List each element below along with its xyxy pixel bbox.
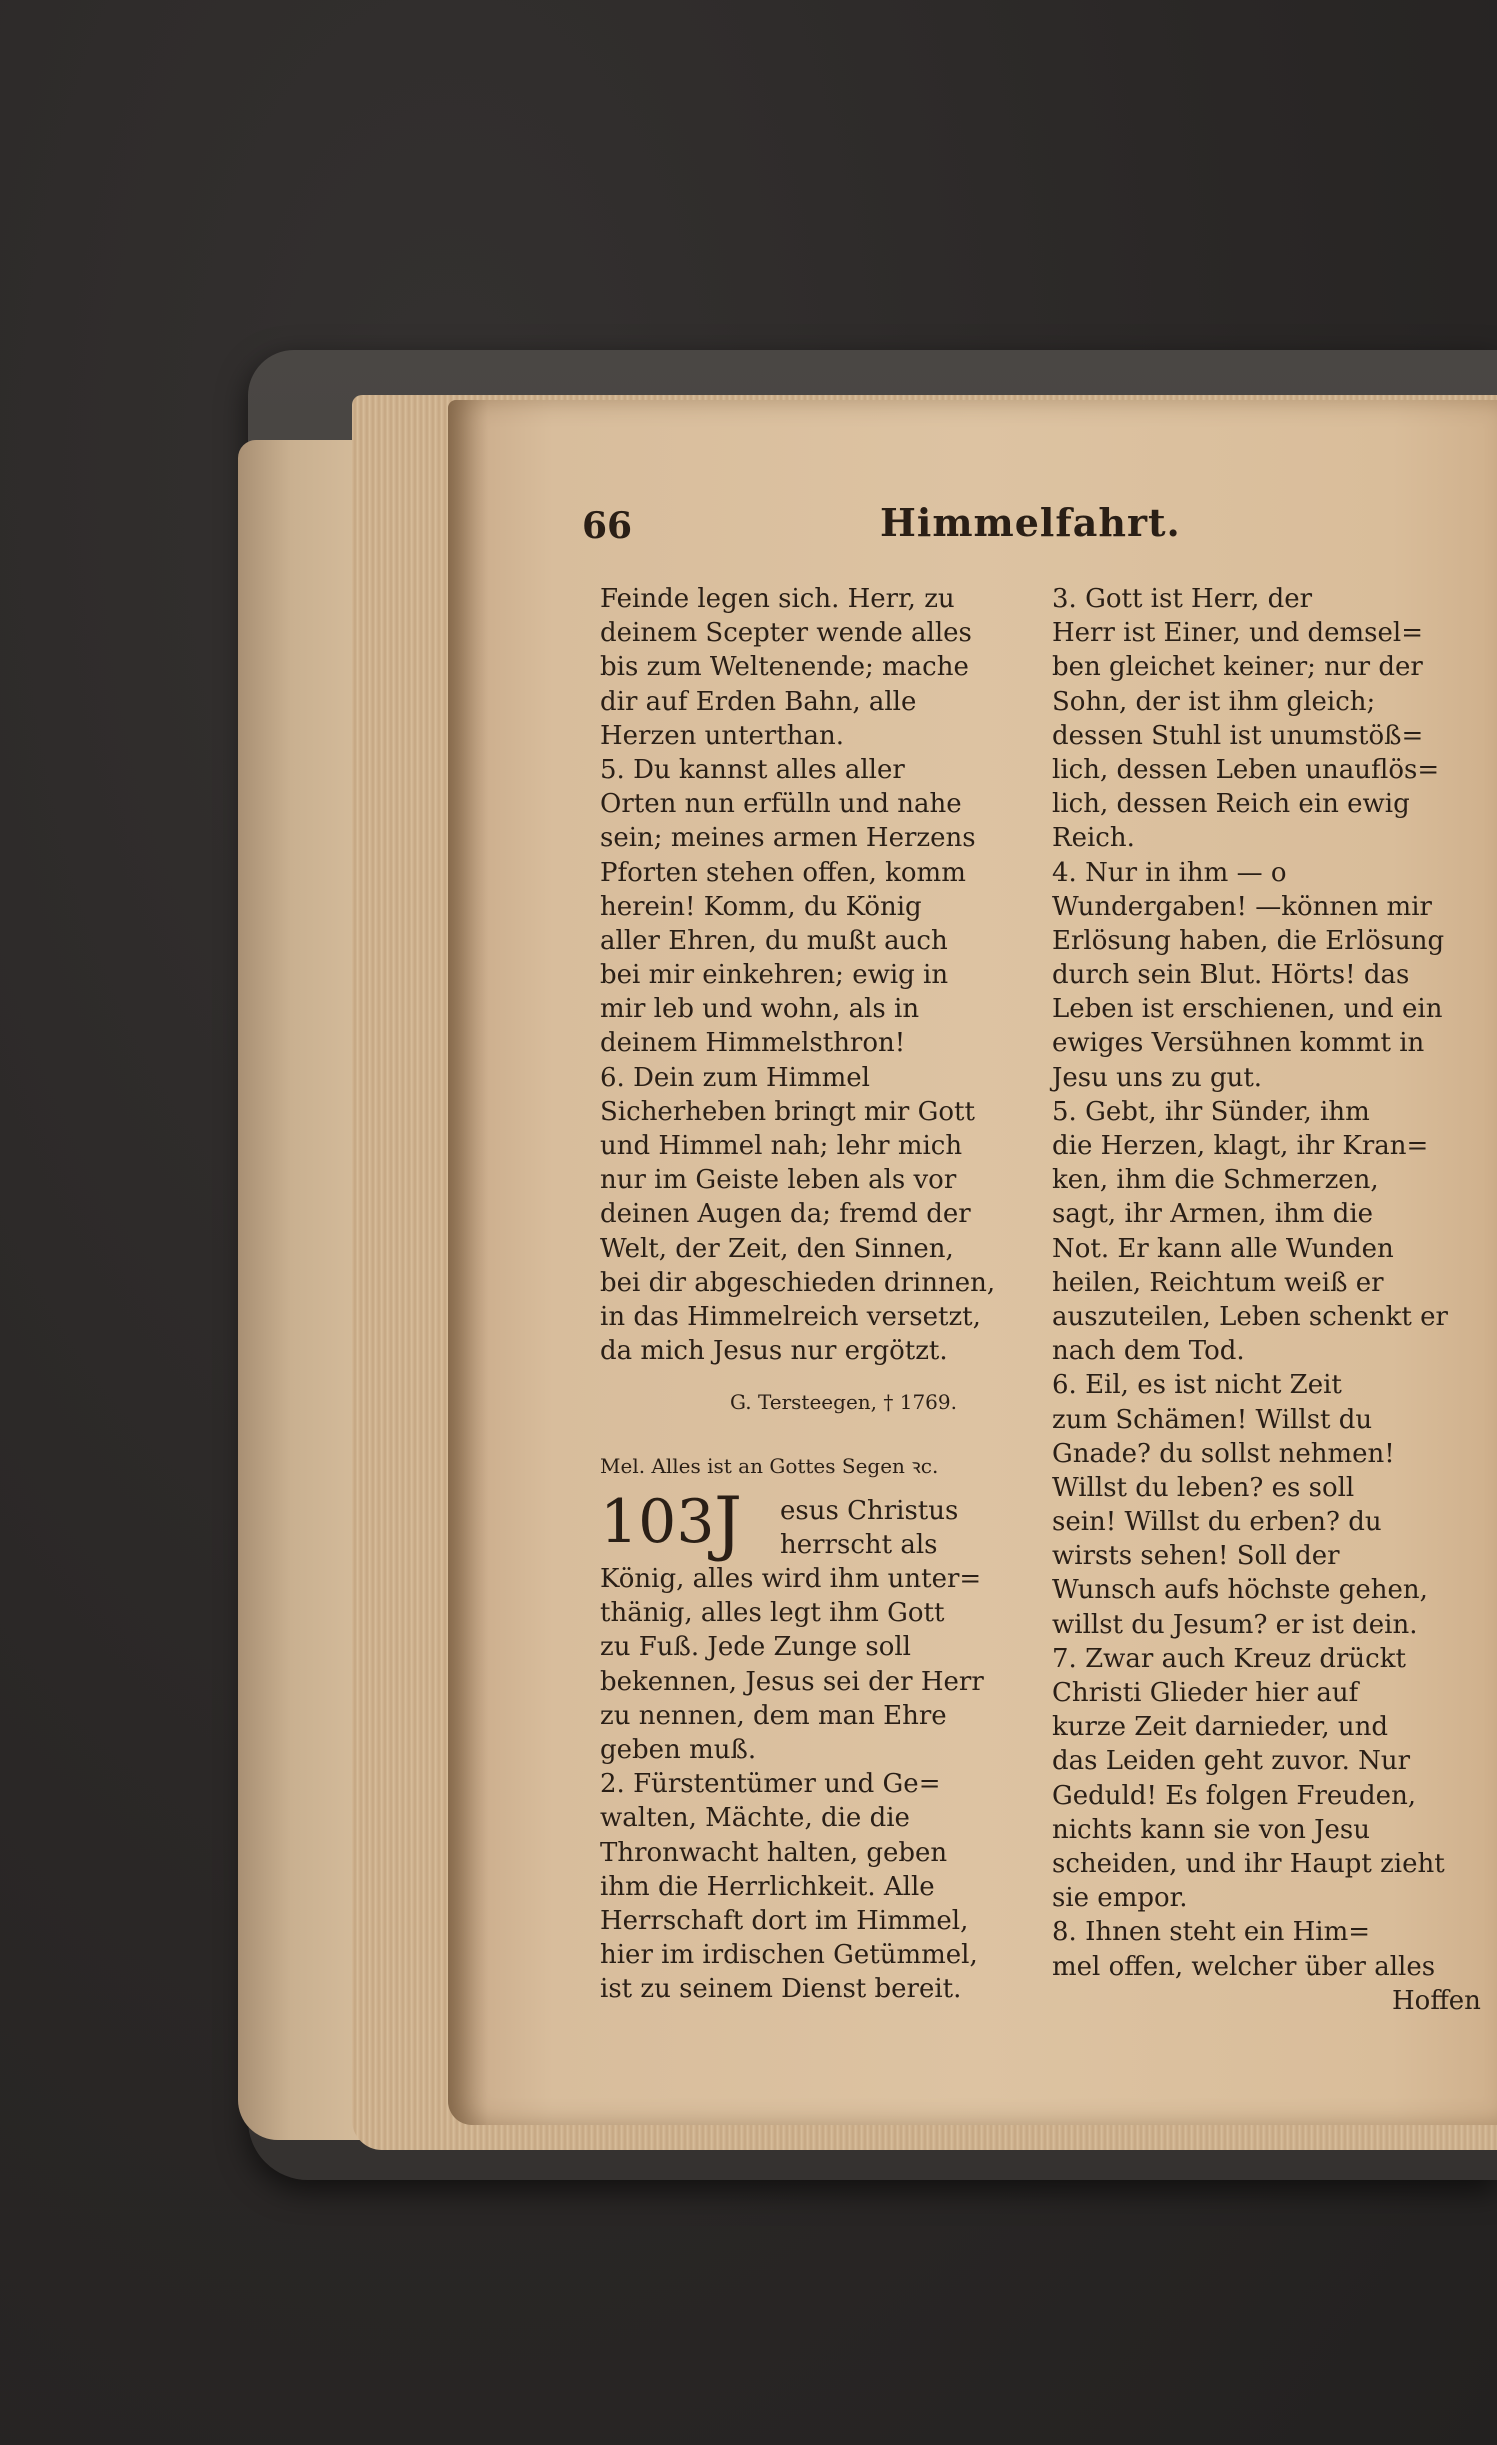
text-line: aller Ehren, du mußt auch (600, 925, 948, 956)
text-line: Wundergaben! —können mir (1052, 891, 1432, 922)
gutter-shadow (448, 400, 488, 2125)
text-line: mel offen, welcher über alles (1052, 1951, 1436, 1982)
running-title: Himmelfahrt. (880, 500, 1181, 545)
text-line: bei mir einkehren; ewig in (600, 960, 949, 991)
text-line: hier im irdischen Getümmel, (600, 1940, 978, 1971)
text-line: 5. Gebt, ihr Sünder, ihm (1052, 1096, 1370, 1127)
drop-cap: J (714, 1482, 743, 1564)
text-line: deinem Himmelsthron! (600, 1028, 906, 1059)
text-line: 8. Ihnen steht ein Him= (1052, 1917, 1371, 1948)
text-line: auszuteilen, Leben schenkt er (1052, 1301, 1448, 1332)
text-line: ist zu seinem Dienst bereit. (600, 1974, 962, 2005)
text-line: Pforten stehen offen, komm (600, 857, 966, 888)
text-line: 4. Nur in ihm — o (1052, 857, 1287, 888)
text-line: Erlösung haben, die Erlösung (1052, 925, 1445, 956)
text-line: lich, dessen Reich ein ewig (1052, 789, 1410, 820)
text-line: Gnade? du sollst nehmen! (1052, 1438, 1395, 1469)
text-line: Herrschaft dort im Himmel, (600, 1905, 969, 1936)
text-line: herein! Komm, du König (600, 891, 922, 922)
text-line: Hoffen (1392, 1985, 1481, 2016)
text-line: nichts kann sie von Jesu (1052, 1814, 1370, 1845)
text-line: deinem Scepter wende alles (600, 618, 972, 649)
text-line: Sicherheben bringt mir Gott (600, 1096, 975, 1127)
text-line: kurze Zeit darnieder, und (1052, 1712, 1389, 1743)
text-line: 7. Zwar auch Kreuz drückt (1052, 1643, 1406, 1674)
text-line: wirsts sehen! Soll der (1052, 1541, 1340, 1572)
text-line: Welt, der Zeit, den Sinnen, (600, 1233, 954, 1264)
text-line: 6. Dein zum Himmel (600, 1062, 870, 1093)
melody-note: Mel. Alles ist an Gottes Segen ꝛc. (600, 1454, 939, 1478)
text-line: und Himmel nah; lehr mich (600, 1131, 963, 1161)
text-line: zum Schämen! Willst du (1052, 1404, 1373, 1435)
text-line: das Leiden geht zuvor. Nur (1052, 1746, 1411, 1777)
text-line: in das Himmelreich versetzt, (600, 1301, 981, 1332)
text-line: willst du Jesum? er ist dein. (1052, 1609, 1418, 1640)
right-column (1052, 582, 1481, 2018)
text-line: geben muß. (600, 1734, 757, 1765)
text-line: durch sein Blut. Hörts! das (1052, 960, 1410, 991)
text-line: Feinde legen sich. Herr, zu (600, 584, 955, 614)
hymn-opening-lines (780, 1494, 958, 1562)
text-line: zu Fuß. Jede Zunge soll (600, 1632, 911, 1663)
text-line: zu nennen, dem man Ehre (600, 1700, 947, 1731)
text-line: sagt, ihr Armen, ihm die (1052, 1199, 1374, 1230)
text-line: ken, ihm die Schmerzen, (1052, 1165, 1379, 1196)
page-number: 66 (582, 505, 633, 547)
text-line: lich, dessen Leben unauflös= (1052, 754, 1440, 785)
text-line: walten, Mächte, die die (600, 1803, 910, 1834)
text-line: da mich Jesus nur ergötzt. (600, 1336, 948, 1367)
text-line: Wunsch aufs höchste gehen, (1052, 1575, 1428, 1606)
text-line: sein; meines armen Herzens (600, 823, 976, 854)
text-line: die Herzen, klagt, ihr Kran= (1052, 1131, 1429, 1161)
hymn-author: G. Tersteegen, † 1769. (730, 1390, 957, 1414)
text-line: deinen Augen da; fremd der (600, 1199, 971, 1230)
text-line: Not. Er kann alle Wunden (1052, 1233, 1394, 1264)
text-line: sie empor. (1052, 1883, 1188, 1914)
text-line: ihm die Herrlichkeit. Alle (600, 1871, 935, 1902)
text-line: bis zum Weltenende; mache (600, 652, 969, 683)
text-line: Geduld! Es folgen Freuden, (1052, 1780, 1417, 1811)
text-line: Willst du leben? es soll (1052, 1472, 1355, 1503)
text-line: mir leb und wohn, als in (600, 994, 920, 1025)
hymn-body (600, 1562, 984, 2006)
hymn-number: 103 (600, 1487, 715, 1557)
text-line: 6. Eil, es ist nicht Zeit (1052, 1370, 1342, 1401)
text-line: Herr ist Einer, und demsel= (1052, 618, 1423, 649)
text-line: herrscht als (780, 1530, 938, 1561)
text-line: Jesu uns zu gut. (1052, 1062, 1263, 1093)
text-line: Thronwacht halten, geben (600, 1837, 948, 1868)
text-line: dir auf Erden Bahn, alle (600, 686, 917, 717)
text-line: Sohn, der ist ihm gleich; (1052, 686, 1376, 717)
text-line: Orten nun erfülln und nahe (600, 789, 962, 820)
text-line: König, alles wird ihm unter= (600, 1564, 982, 1594)
text-line: Herzen unterthan. (600, 720, 845, 751)
text-line: bekennen, Jesus sei der Herr (600, 1666, 984, 1697)
text-line: nur im Geiste leben als vor (600, 1165, 957, 1196)
text-line: sein! Willst du erben? du (1052, 1507, 1382, 1538)
text-line: Christi Glieder hier auf (1052, 1678, 1359, 1708)
text-line: thänig, alles legt ihm Gott (600, 1598, 945, 1629)
text-line: heilen, Reichtum weiß er (1052, 1267, 1384, 1298)
text-line: 2. Fürstentümer und Ge= (600, 1769, 941, 1800)
text-line: 3. Gott ist Herr, der (1052, 584, 1313, 614)
text-line: ewiges Versühnen kommt in (1052, 1028, 1425, 1059)
text-line: dessen Stuhl ist unumstöß= (1052, 720, 1424, 751)
text-line: 5. Du kannst alles aller (600, 754, 905, 785)
text-line: scheiden, und ihr Haupt zieht (1052, 1848, 1445, 1879)
text-line: esus Christus (780, 1496, 959, 1526)
left-column (600, 582, 995, 1368)
text-line: Leben ist erschienen, und ein (1052, 994, 1443, 1025)
text-line: bei dir abgeschieden drinnen, (600, 1267, 996, 1298)
text-line: nach dem Tod. (1052, 1336, 1245, 1367)
text-line: Reich. (1052, 823, 1135, 854)
text-line: ben gleichet keiner; nur der (1052, 652, 1423, 683)
